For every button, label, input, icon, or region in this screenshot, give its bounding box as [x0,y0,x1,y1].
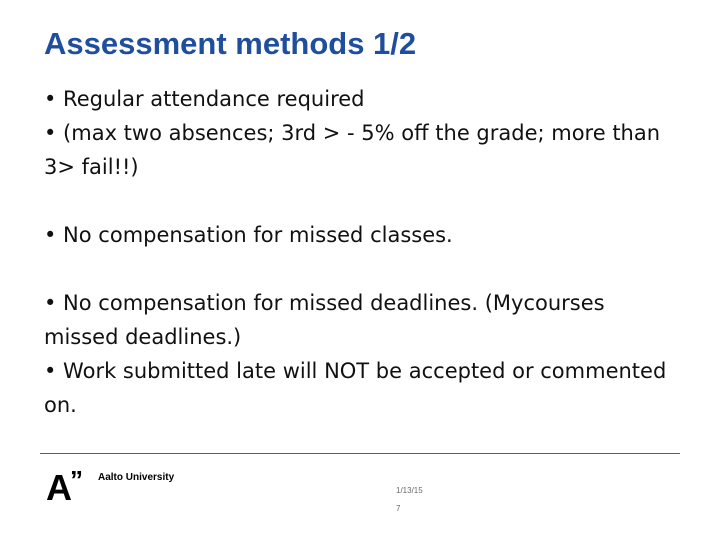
bullet-spacer [44,184,684,218]
slide-date: 1/13/15 [396,486,423,495]
aalto-logo-icon [46,465,83,508]
bullet-attendance: • Regular attendance required [44,87,365,111]
bullet-late-work: • Work submitted late will NOT be accepted or commented on. [44,359,667,417]
slide-title: Assessment methods 1/2 [44,26,417,61]
logo-quote: ” [70,465,83,495]
bullet-list [44,82,684,422]
bullet-spacer [44,252,684,286]
logo-letter: A [46,467,72,508]
slide-meta [396,482,423,518]
university-name: Aalto University [98,472,175,483]
bullet-absences: • (max two absences; 3rd > - 5% off the grade; more than 3> fail!!) [44,121,661,179]
slide-number: 7 [396,504,401,513]
bullet-missed-classes: • No compensation for missed classes. [44,223,453,247]
footer-divider [40,453,680,454]
aalto-logo [46,465,186,508]
bullet-missed-deadlines: • No compensation for missed deadlines. (Mycourses missed deadlines.) [44,291,605,349]
